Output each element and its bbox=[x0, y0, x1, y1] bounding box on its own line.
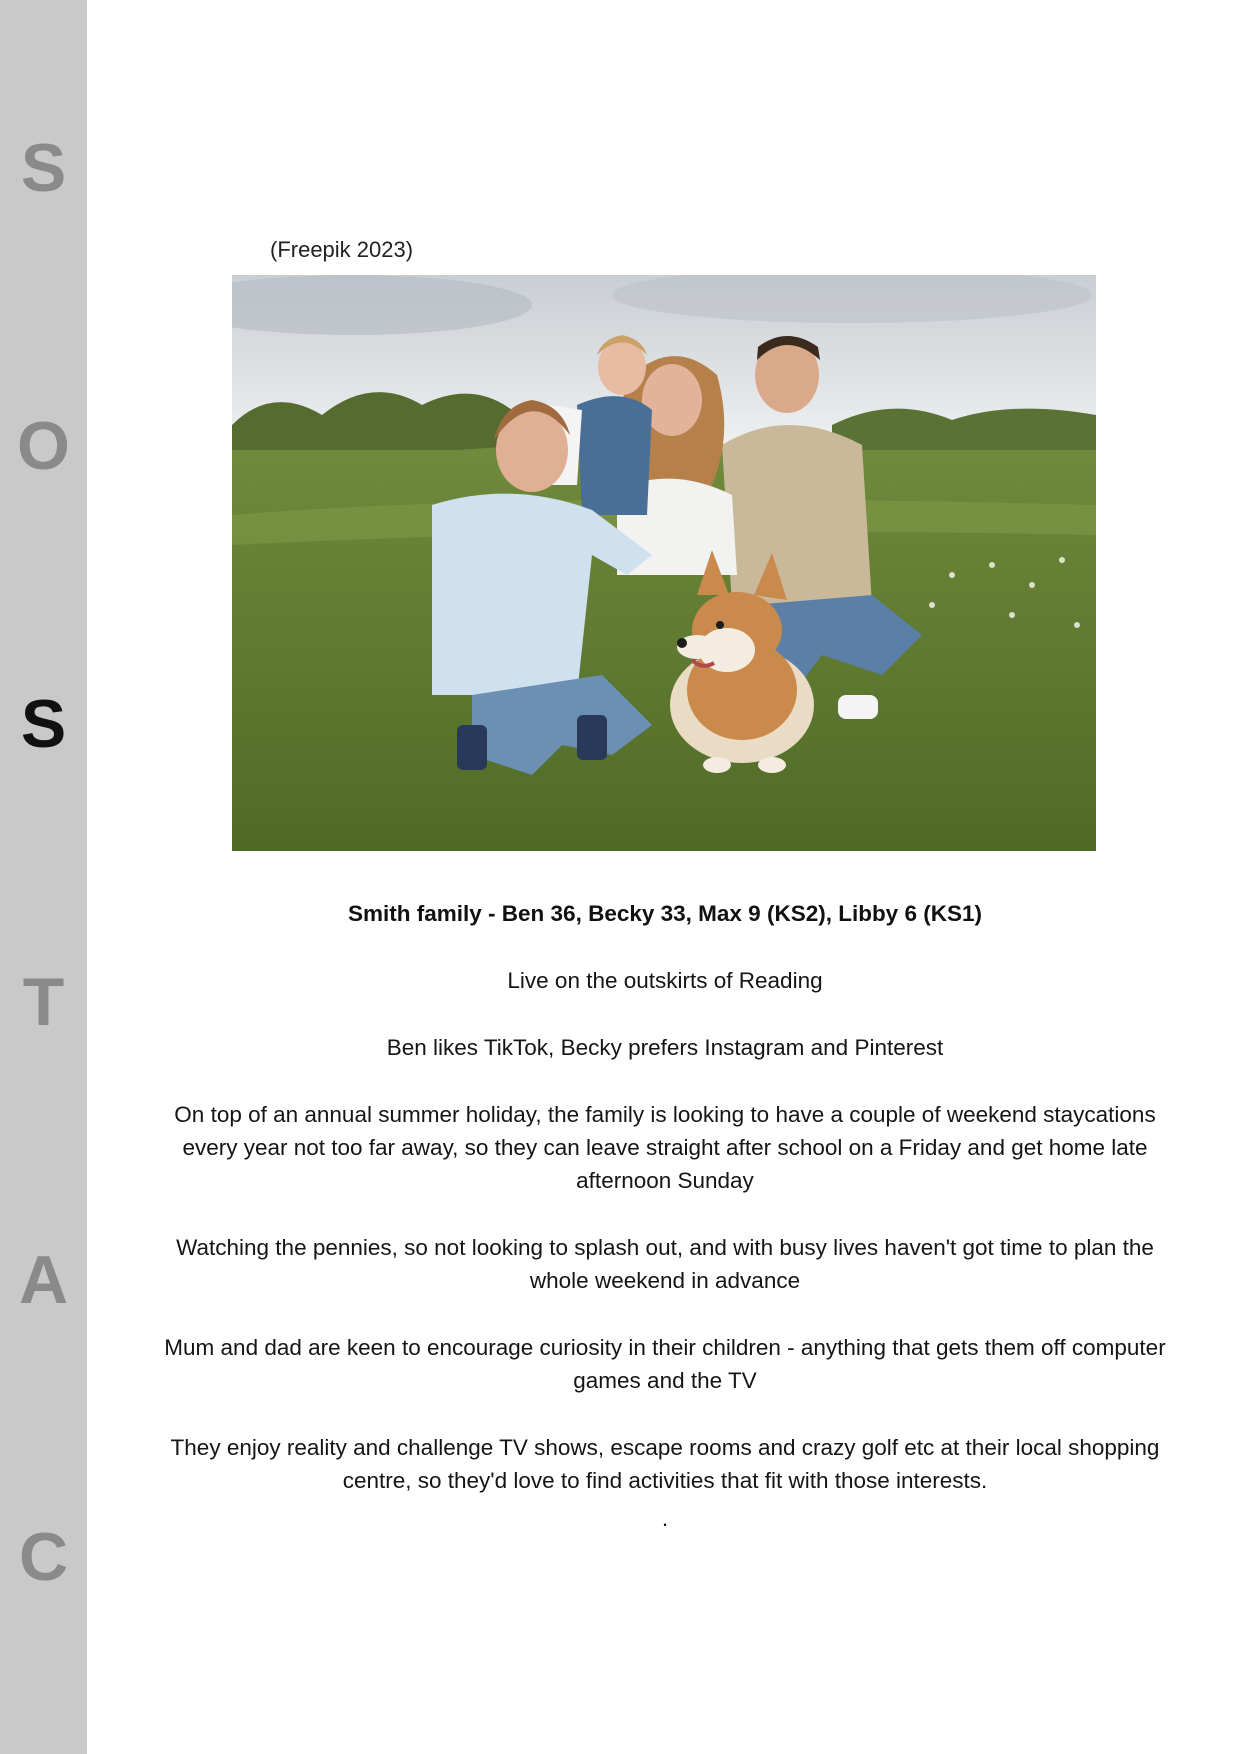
sidebar-letter-s-active: S bbox=[20, 686, 67, 762]
persona-budget: Watching the pennies, so not looking to splash out, and with busy lives haven't got time to plan the whole weekend in advance bbox=[176, 1235, 1154, 1293]
image-credit: (Freepik 2023) bbox=[270, 237, 414, 262]
sidebar-letter-c: C bbox=[18, 1519, 69, 1595]
persona-social-media: Ben likes TikTok, Becky prefers Instagram and Pinterest bbox=[386, 1035, 944, 1060]
sidebar-letter-o: O bbox=[17, 408, 70, 484]
family-photo bbox=[232, 275, 1096, 851]
family-photo-icon bbox=[232, 275, 1096, 851]
persona-text bbox=[160, 897, 1170, 1563]
sidebar-letter-s: S bbox=[20, 130, 67, 206]
persona-location: Live on the outskirts of Reading bbox=[507, 968, 823, 993]
sostac-sidebar bbox=[0, 0, 87, 1754]
sidebar-letter-t: T bbox=[22, 964, 65, 1040]
persona-interests: They enjoy reality and challenge TV shows, escape rooms and crazy golf etc at their local shopping centre, so they'd love to find activities that fit with those interests. bbox=[170, 1435, 1160, 1493]
persona-holiday-plans: On top of an annual summer holiday, the family is looking to have a couple of weekend staycations every year not too far away, so they can leave straight after school on a Friday and get home late afternoon Sunday bbox=[174, 1102, 1156, 1193]
persona-headline: Smith family - Ben 36, Becky 33, Max 9 (KS2), Libby 6 (KS1) bbox=[348, 901, 982, 926]
sidebar-letter-a: A bbox=[18, 1242, 69, 1318]
trailing-mark: . bbox=[661, 1506, 669, 1531]
persona-curiosity: Mum and dad are keen to encourage curiosity in their children - anything that gets them off computer games and the TV bbox=[164, 1335, 1166, 1393]
